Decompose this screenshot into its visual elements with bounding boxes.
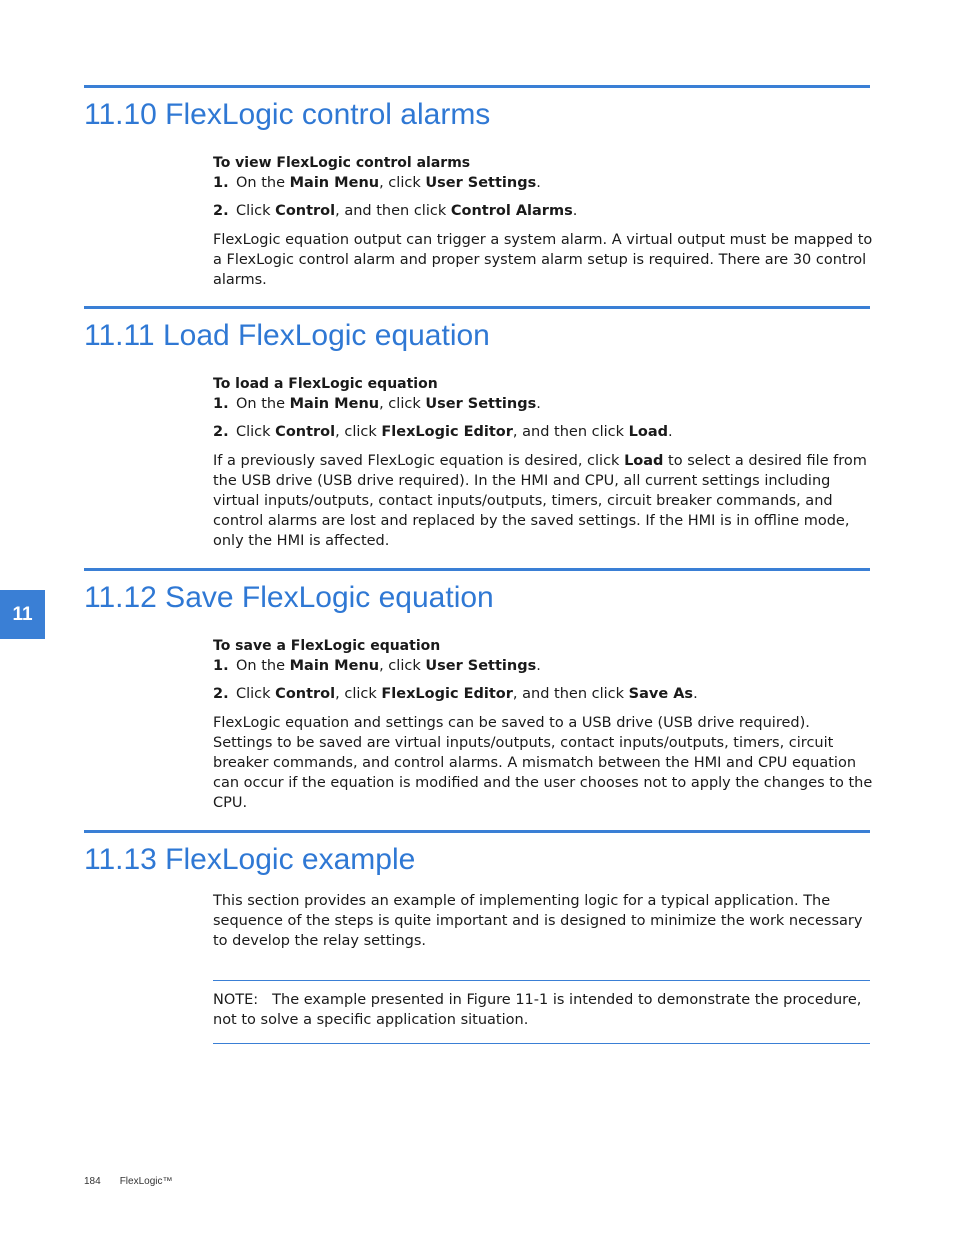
procedure-title: To save a FlexLogic equation [213,638,441,654]
step-2: 2. Click Control, click FlexLogic Editor, and then click Load. [213,424,673,440]
section-paragraph: If a previously saved FlexLogic equation is desired, click Load to select a desired file from the USB drive (USB drive required). In the HMI and CPU, all current settings including virtual inputs/outputs, contact inputs/outputs, timers, circuit breaker commands, and control alarms are lost and replaced by the saved settings. If the HMI is in offline mode, only the HMI is affected. [213,453,867,549]
section-11-11 [84,306,870,549]
procedure-title: To load a FlexLogic equation [213,376,438,392]
note-box [213,980,870,1044]
section-rule [84,85,870,88]
section-body [213,374,873,551]
step-1: 1. On the Main Menu, click User Settings. [213,396,541,412]
section-body [213,636,873,813]
page-footer [84,1176,173,1187]
section-paragraph: This section provides an example of implementing logic for a typical application. The sequence of the steps is quite important and is designed to minimize the work necessary to develop the relay settings. [213,893,863,949]
section-11-13 [84,830,870,949]
section-heading: 11.11 Load FlexLogic equation [84,319,490,352]
step-2: 2. Click Control, click FlexLogic Editor, and then click Save As. [213,686,698,702]
section-11-10 [84,85,873,288]
note-text: The example presented in Figure 11-1 is intended to demonstrate the procedure, not to solve a specific application situation. [213,992,862,1028]
step-1: 1. On the Main Menu, click User Settings. [213,175,541,191]
page-number: 184 [84,1176,101,1187]
section-paragraph: FlexLogic equation output can trigger a system alarm. A virtual output must be mapped to a FlexLogic control alarm and proper system alarm setup is required. There are 30 control alarms. [213,232,873,288]
chapter-tab: 11 [0,590,45,639]
step-2: 2. Click Control, and then click Control Alarms. [213,203,578,219]
procedure-title: To view FlexLogic control alarms [213,155,471,171]
section-heading: 11.13 FlexLogic example [84,843,416,876]
section-11-12 [84,568,873,811]
step-1: 1. On the Main Menu, click User Settings. [213,658,541,674]
section-paragraph: FlexLogic equation and settings can be saved to a USB drive (USB drive required). Settings to be saved are virtual inputs/outputs, contact inputs/outputs, timers, circuit breaker commands, and control alarms. A mismatch between the HMI and CPU equation can occur if the equation is modified and the user chooses not to apply the changes to the CPU. [213,715,873,811]
section-body [213,891,873,951]
section-rule [84,568,870,571]
note-label: NOTE: [213,992,259,1008]
section-body [213,153,873,290]
footer-title: FlexLogic™ [119,1176,173,1187]
section-rule [84,306,870,309]
section-heading: 11.10 FlexLogic control alarms [84,98,491,131]
section-rule [84,830,870,833]
section-heading: 11.12 Save FlexLogic equation [84,581,494,614]
